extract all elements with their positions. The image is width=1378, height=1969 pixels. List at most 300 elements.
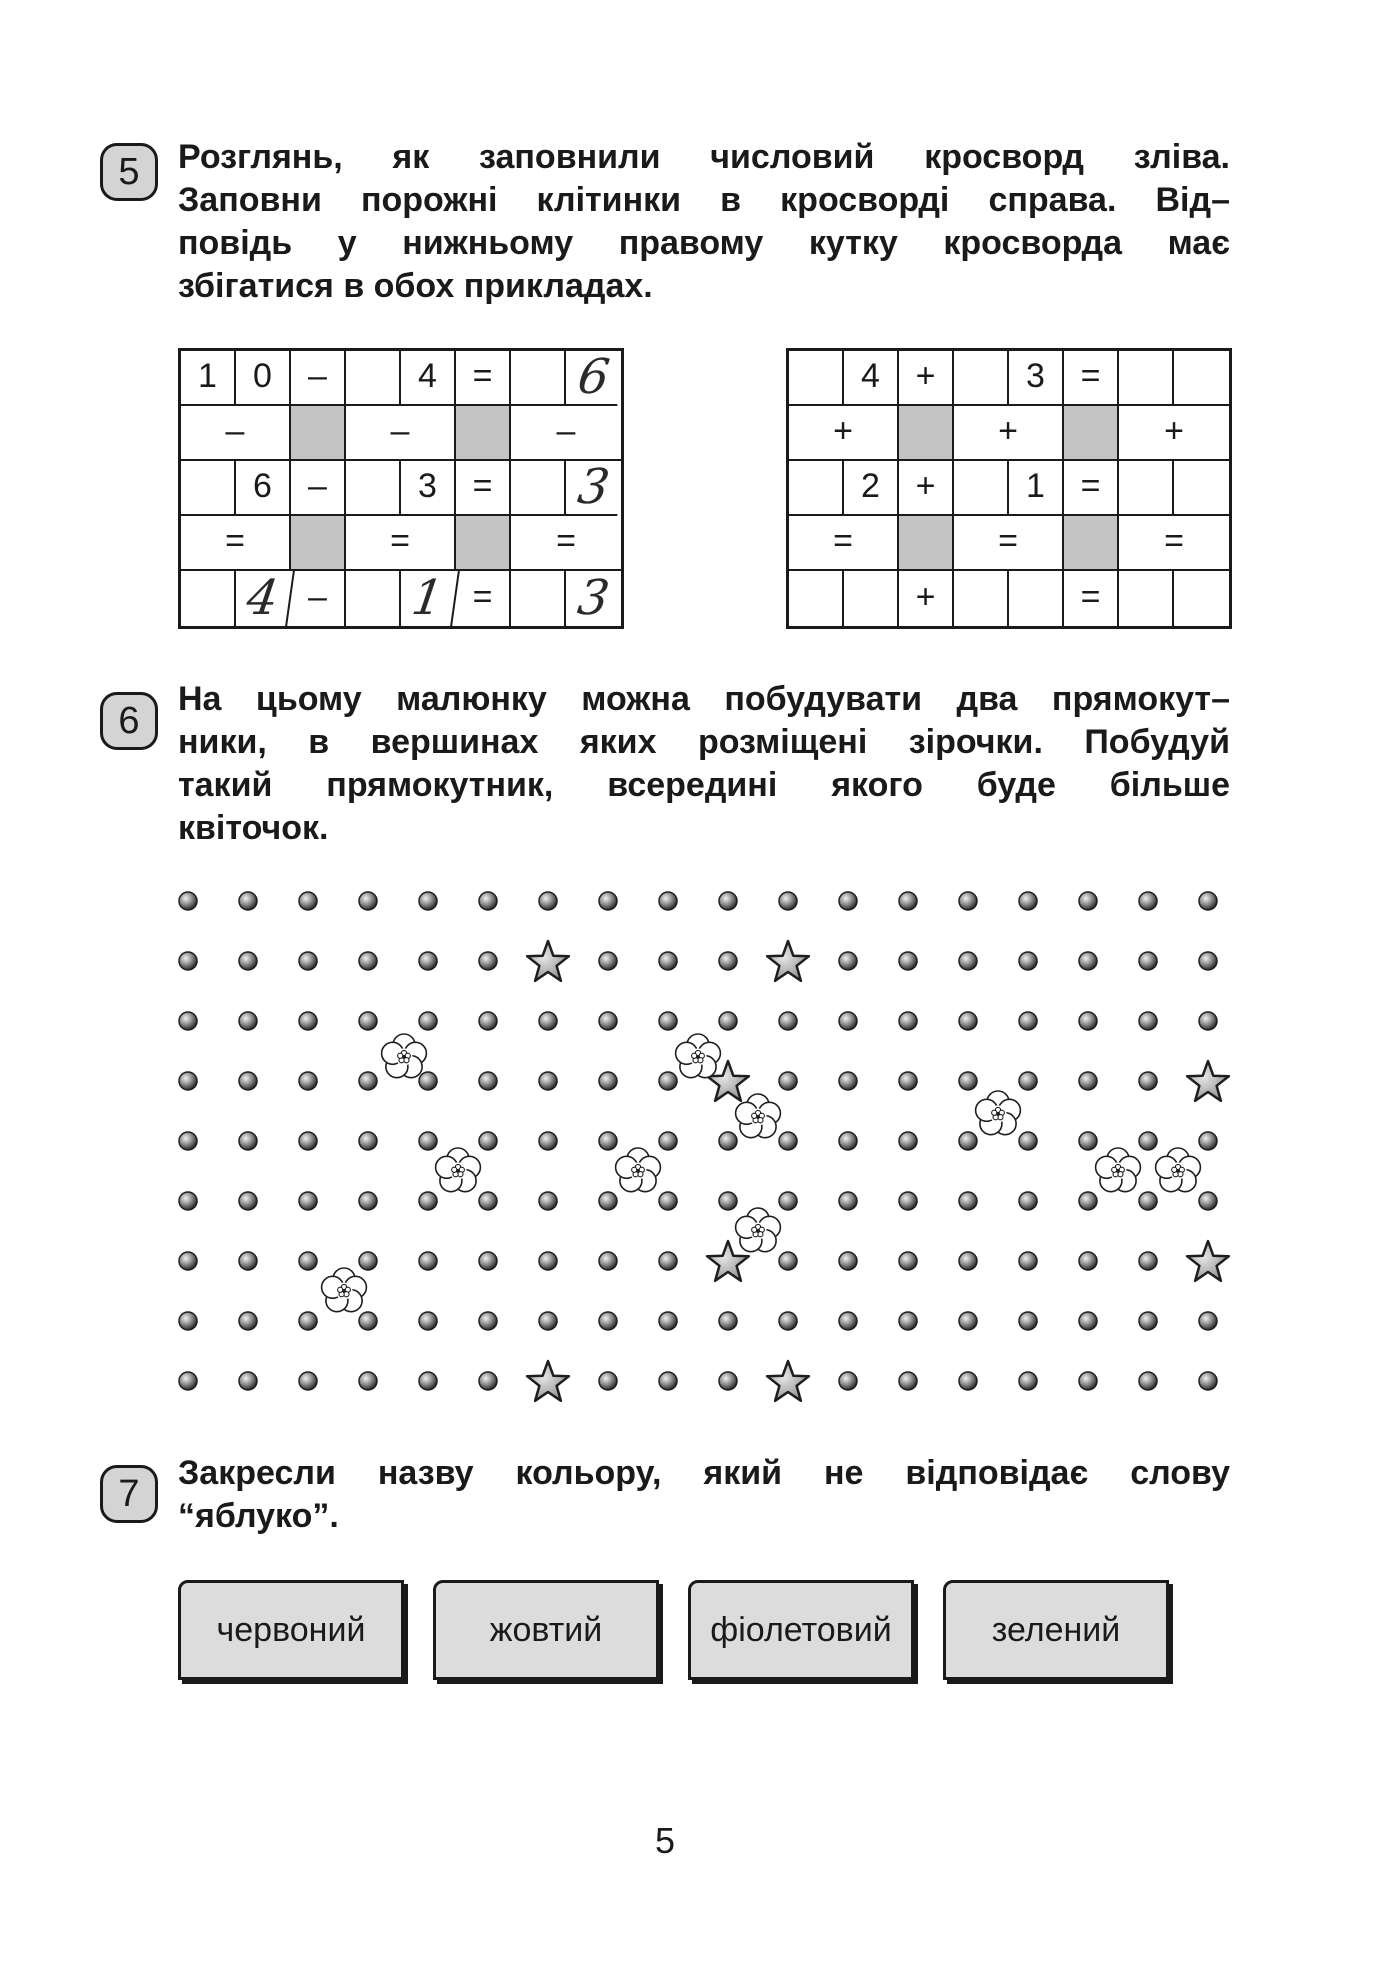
task-text-line: такий прямокутник, всередині якого буде більше [178, 766, 1230, 804]
crossword-value: – [556, 412, 576, 450]
grid-dot[interactable] [479, 1132, 497, 1150]
grid-dot[interactable] [179, 1252, 197, 1270]
crossword-shaded-cell [291, 516, 346, 571]
crossword-cell [562, 571, 625, 626]
grid-dot[interactable] [599, 892, 617, 910]
grid-dot[interactable] [479, 892, 497, 910]
grid-dot[interactable] [539, 892, 557, 910]
grid-dot[interactable] [179, 1072, 197, 1090]
crossword-value: = [1080, 578, 1101, 616]
color-word-violet[interactable] [688, 1580, 914, 1680]
task-text-line: збігатися в обох прикладах. [178, 267, 653, 305]
grid-dot[interactable] [1079, 1072, 1097, 1090]
crossword-cell[interactable] [1119, 351, 1174, 406]
crossword-value: = [1080, 357, 1101, 395]
task-text-line: На цьому малюнку можна побудувати два прямокут– [178, 680, 1230, 718]
grid-dot[interactable] [539, 1072, 557, 1090]
crossword-cell[interactable] [789, 571, 844, 626]
crossword-value: + [1164, 412, 1184, 450]
grid-dot[interactable] [1199, 892, 1217, 910]
color-word-green[interactable] [943, 1580, 1169, 1680]
grid-dot[interactable] [719, 1132, 737, 1150]
crossword-value: 4 [861, 357, 880, 395]
task-5-text [178, 136, 1230, 308]
star-icon[interactable] [1187, 1241, 1229, 1281]
crossword-cell [456, 351, 511, 406]
grid-dot[interactable] [899, 1132, 917, 1150]
grid-dot[interactable] [959, 1372, 977, 1390]
grid-dot[interactable] [659, 1312, 677, 1330]
color-word-label: червоний [216, 1610, 366, 1649]
crossword-cell [511, 461, 566, 516]
grid-dot[interactable] [1019, 952, 1037, 970]
crossword-cell [401, 461, 456, 516]
crossword-shaded-cell [899, 406, 954, 461]
crossword-value: = [472, 357, 493, 395]
grid-dot[interactable] [1019, 1132, 1037, 1150]
grid-dot[interactable] [239, 1372, 257, 1390]
grid-dot[interactable] [899, 1372, 917, 1390]
star-icon[interactable] [707, 1241, 749, 1281]
crossword-cell [1064, 571, 1119, 626]
grid-dot[interactable] [599, 1312, 617, 1330]
crossword-operator-cell [1119, 406, 1229, 461]
grid-dot[interactable] [179, 892, 197, 910]
flower-icon [676, 1034, 721, 1078]
grid-dot[interactable] [779, 1132, 797, 1150]
crossword-cell [456, 461, 511, 516]
color-word-label: зелений [991, 1610, 1121, 1649]
grid-dot[interactable] [1019, 1312, 1037, 1330]
crossword-operator-cell [789, 516, 899, 571]
grid-dot[interactable] [779, 1252, 797, 1270]
crossword-shaded-cell [291, 406, 346, 461]
crossword-cell [562, 348, 625, 406]
grid-dot[interactable] [1139, 1372, 1157, 1390]
grid-dot[interactable] [1019, 1192, 1037, 1210]
crossword-cell [181, 571, 236, 626]
left-crossword [178, 348, 624, 629]
grid-dot[interactable] [599, 952, 617, 970]
crossword-value: 3 [574, 458, 613, 515]
crossword-value: = [833, 522, 853, 560]
task-number-5 [100, 143, 158, 201]
grid-dot[interactable] [419, 1312, 437, 1330]
crossword-value: = [1164, 522, 1184, 560]
grid-dot[interactable] [839, 1012, 857, 1030]
crossword-cell [899, 461, 954, 516]
grid-dot[interactable] [1139, 892, 1157, 910]
grid-dot[interactable] [959, 1012, 977, 1030]
crossword-cell [291, 351, 346, 406]
flower-icon [736, 1208, 781, 1252]
crossword-cell [899, 571, 954, 626]
grid-dot[interactable] [839, 1372, 857, 1390]
grid-dot[interactable] [419, 1132, 437, 1150]
crossword-shaded-cell [899, 516, 954, 571]
crossword-cell [1064, 351, 1119, 406]
grid-dot[interactable] [419, 1012, 437, 1030]
crossword-cell[interactable] [954, 461, 1009, 516]
grid-dot[interactable] [659, 1132, 677, 1150]
crossword-cell [844, 351, 899, 406]
grid-dot[interactable] [179, 1372, 197, 1390]
grid-dot[interactable] [239, 1072, 257, 1090]
crossword-cell [1009, 461, 1064, 516]
crossword-shaded-cell [456, 406, 511, 461]
grid-dot[interactable] [359, 1192, 377, 1210]
grid-dot[interactable] [599, 1252, 617, 1270]
star-icon[interactable] [1187, 1061, 1229, 1101]
grid-dot[interactable] [239, 1012, 257, 1030]
crossword-cell [291, 571, 346, 626]
grid-dot[interactable] [839, 1072, 857, 1090]
grid-dot[interactable] [299, 1372, 317, 1390]
grid-dot[interactable] [179, 1132, 197, 1150]
star-icon[interactable] [767, 941, 809, 981]
grid-dot[interactable] [479, 1072, 497, 1090]
crossword-cell [181, 351, 236, 406]
stars-layer [527, 941, 1229, 1401]
crossword-cell [1064, 461, 1119, 516]
crossword-cell[interactable] [789, 351, 844, 406]
grid-dot[interactable] [359, 1252, 377, 1270]
grid-dot[interactable] [659, 1012, 677, 1030]
grid-dot[interactable] [539, 1252, 557, 1270]
crossword-cell [899, 351, 954, 406]
grid-dot[interactable] [899, 952, 917, 970]
grid-dot[interactable] [239, 892, 257, 910]
grid-dot[interactable] [839, 1192, 857, 1210]
crossword-cell [181, 461, 236, 516]
crossword-operator-cell [789, 406, 899, 461]
color-word-red[interactable] [178, 1580, 404, 1680]
grid-dot[interactable] [479, 1252, 497, 1270]
crossword-value: 1 [1026, 467, 1045, 505]
crossword-value: = [390, 522, 410, 560]
grid-dot[interactable] [179, 1192, 197, 1210]
grid-dot[interactable] [239, 1132, 257, 1150]
crossword-shaded-cell [1064, 406, 1119, 461]
grid-dot[interactable] [839, 892, 857, 910]
grid-dot[interactable] [959, 1252, 977, 1270]
crossword-cell[interactable] [954, 351, 1009, 406]
crossword-cell[interactable] [789, 461, 844, 516]
grid-dot[interactable] [479, 1012, 497, 1030]
grid-dot[interactable] [959, 952, 977, 970]
grid-dot[interactable] [719, 1372, 737, 1390]
task-text-line: повідь у нижньому правому кутку кросворда має [178, 224, 1230, 262]
grid-dot[interactable] [659, 1372, 677, 1390]
grid-dot[interactable] [419, 1192, 437, 1210]
crossword-cell [346, 571, 401, 626]
crossword-cell[interactable] [844, 571, 899, 626]
task-text-line: квіточок. [178, 809, 329, 847]
crossword-value: = [556, 522, 576, 560]
grid-dot[interactable] [1139, 1072, 1157, 1090]
grid-dot[interactable] [719, 1012, 737, 1030]
crossword-cell[interactable] [1174, 571, 1229, 626]
grid-dot[interactable] [1019, 892, 1037, 910]
grid-dot[interactable] [1199, 952, 1217, 970]
grid-dot[interactable] [419, 1252, 437, 1270]
grid-dot[interactable] [239, 952, 257, 970]
crossword-cell [232, 571, 295, 626]
crossword-cell [511, 351, 566, 406]
grid-dot[interactable] [899, 1072, 917, 1090]
grid-dot[interactable] [419, 892, 437, 910]
grid-dot[interactable] [839, 1312, 857, 1330]
color-word-label: жовтий [489, 1610, 603, 1649]
task-7-text [178, 1452, 1230, 1538]
dots-layer [179, 892, 1217, 1390]
task-number-6 [100, 692, 158, 750]
grid-dot[interactable] [299, 1132, 317, 1150]
crossword-value: = [472, 578, 493, 616]
crossword-operator-cell [1119, 516, 1229, 571]
flower-icon [322, 1268, 367, 1312]
grid-dot[interactable] [359, 952, 377, 970]
grid-dot[interactable] [1079, 1372, 1097, 1390]
flower-icon [436, 1148, 481, 1192]
grid-dot[interactable] [1199, 1192, 1217, 1210]
grid-dot[interactable] [419, 1372, 437, 1390]
grid-dot[interactable] [659, 1072, 677, 1090]
grid-dot[interactable] [779, 1192, 797, 1210]
grid-dot[interactable] [779, 1312, 797, 1330]
crossword-value: – [308, 467, 327, 505]
crossword-value: = [998, 522, 1018, 560]
grid-dot[interactable] [659, 1192, 677, 1210]
grid-dot[interactable] [359, 1312, 377, 1330]
grid-dot[interactable] [359, 892, 377, 910]
crossword-operator-cell [346, 516, 456, 571]
grid-dot[interactable] [359, 1072, 377, 1090]
grid-dot[interactable] [1079, 1192, 1097, 1210]
grid-dot[interactable] [899, 1252, 917, 1270]
crossword-operator-cell [954, 516, 1064, 571]
crossword-value: – [225, 412, 245, 450]
grid-dot[interactable] [179, 1012, 197, 1030]
grid-dot[interactable] [659, 952, 677, 970]
grid-dot[interactable] [719, 952, 737, 970]
grid-dot[interactable] [1079, 952, 1097, 970]
star-icon[interactable] [707, 1061, 749, 1101]
crossword-operator-cell [954, 406, 1064, 461]
grid-dot[interactable] [179, 952, 197, 970]
grid-dot[interactable] [1079, 1312, 1097, 1330]
flower-icon [1096, 1148, 1141, 1192]
crossword-cell [562, 458, 625, 516]
task-text-line: Розглянь, як заповнили числовий кросворд зліва. [178, 138, 1230, 176]
crossword-value: – [308, 578, 327, 616]
flower-icon [976, 1091, 1021, 1135]
grid-dot[interactable] [1139, 1192, 1157, 1210]
grid-dot[interactable] [839, 1132, 857, 1150]
grid-dot[interactable] [539, 1192, 557, 1210]
task-number-label: 7 [118, 1473, 140, 1515]
crossword-cell [511, 571, 566, 626]
crossword-value: = [472, 467, 493, 505]
crossword-operator-cell [511, 516, 621, 571]
grid-dot[interactable] [359, 1012, 377, 1030]
grid-dot[interactable] [779, 892, 797, 910]
crossword-cell [397, 571, 460, 626]
flower-icon [616, 1148, 661, 1192]
crossword-value: 6 [574, 348, 613, 405]
grid-dot[interactable] [719, 1312, 737, 1330]
grid-dot[interactable] [599, 1012, 617, 1030]
grid-dot[interactable] [1139, 1252, 1157, 1270]
grid-dot[interactable] [539, 1312, 557, 1330]
grid-dot[interactable] [539, 1132, 557, 1150]
grid-dot[interactable] [1019, 1372, 1037, 1390]
flower-icon [736, 1094, 781, 1138]
crossword-cell[interactable] [1174, 461, 1229, 516]
crossword-value: + [915, 578, 936, 616]
flowers-layer [322, 1034, 1201, 1312]
grid-dot[interactable] [959, 1192, 977, 1210]
grid-dot[interactable] [959, 1132, 977, 1150]
grid-dot[interactable] [299, 1252, 317, 1270]
task-number-label: 5 [118, 151, 140, 193]
star-icon[interactable] [767, 1361, 809, 1401]
grid-dot[interactable] [959, 1072, 977, 1090]
grid-dot[interactable] [779, 1012, 797, 1030]
crossword-value: 2 [861, 467, 880, 505]
grid-dot[interactable] [659, 892, 677, 910]
crossword-cell [1009, 351, 1064, 406]
crossword-cell[interactable] [1119, 571, 1174, 626]
crossword-cell [236, 461, 291, 516]
grid-dot[interactable] [1079, 1012, 1097, 1030]
grid-dot[interactable] [1139, 1012, 1157, 1030]
grid-dot[interactable] [359, 1372, 377, 1390]
task-text-line: Закресли назву кольору, який не відповідає слову [178, 1454, 1230, 1492]
grid-dot[interactable] [1199, 1372, 1217, 1390]
crossword-cell[interactable] [1174, 351, 1229, 406]
grid-dot[interactable] [479, 1372, 497, 1390]
crossword-value: = [225, 522, 245, 560]
grid-dot[interactable] [599, 1132, 617, 1150]
crossword-value: 0 [253, 357, 272, 395]
grid-dot[interactable] [719, 892, 737, 910]
grid-dot[interactable] [179, 1312, 197, 1330]
crossword-shaded-cell [1064, 516, 1119, 571]
grid-dot[interactable] [899, 892, 917, 910]
grid-dot[interactable] [419, 952, 437, 970]
crossword-cell [236, 351, 291, 406]
grid-dot[interactable] [299, 1192, 317, 1210]
grid-dot[interactable] [359, 1132, 377, 1150]
crossword-value: – [308, 357, 327, 395]
grid-dot[interactable] [479, 1312, 497, 1330]
grid-dot[interactable] [899, 1012, 917, 1030]
crossword-value: 6 [253, 467, 272, 505]
grid-dot[interactable] [779, 1072, 797, 1090]
grid-dot[interactable] [899, 1312, 917, 1330]
grid-dot[interactable] [539, 1012, 557, 1030]
star-icon[interactable] [527, 941, 569, 981]
crossword-value: 3 [1026, 357, 1045, 395]
crossword-operator-cell [511, 406, 621, 461]
crossword-value: 3 [418, 467, 437, 505]
crossword-shaded-cell [456, 516, 511, 571]
grid-dot[interactable] [419, 1072, 437, 1090]
grid-dot[interactable] [239, 1192, 257, 1210]
grid-dot[interactable] [599, 1192, 617, 1210]
grid-dot[interactable] [239, 1312, 257, 1330]
crossword-operator-cell [181, 516, 291, 571]
grid-dot[interactable] [1199, 1312, 1217, 1330]
star-icon[interactable] [527, 1361, 569, 1401]
task-6-text [178, 678, 1230, 850]
grid-dot[interactable] [1079, 892, 1097, 910]
grid-dot[interactable] [1019, 1072, 1037, 1090]
grid-dot[interactable] [1199, 1132, 1217, 1150]
task-number-label: 6 [118, 700, 140, 742]
grid-dot[interactable] [479, 952, 497, 970]
grid-dot[interactable] [1079, 1252, 1097, 1270]
crossword-cell[interactable] [954, 571, 1009, 626]
grid-dot[interactable] [299, 892, 317, 910]
grid-dot[interactable] [839, 1252, 857, 1270]
crossword-value: 4 [243, 569, 282, 626]
grid-dot[interactable] [1079, 1132, 1097, 1150]
grid-dot[interactable] [1139, 952, 1157, 970]
grid-dot[interactable] [659, 1252, 677, 1270]
grid-dot[interactable] [839, 952, 857, 970]
grid-dot[interactable] [959, 1312, 977, 1330]
grid-dot[interactable] [1019, 1252, 1037, 1270]
grid-dot[interactable] [599, 1372, 617, 1390]
crossword-value: + [833, 412, 853, 450]
grid-dot[interactable] [299, 952, 317, 970]
grid-dot[interactable] [299, 1312, 317, 1330]
task-text-line: ники, в вершинах яких розміщені зірочки. Побудуй [178, 723, 1230, 761]
crossword-value: = [1080, 467, 1101, 505]
grid-dot[interactable] [299, 1012, 317, 1030]
grid-dot[interactable] [1019, 1012, 1037, 1030]
crossword-cell [401, 351, 456, 406]
grid-dot[interactable] [719, 1192, 737, 1210]
grid-dot[interactable] [959, 892, 977, 910]
grid-dot[interactable] [479, 1192, 497, 1210]
crossword-cell [346, 351, 401, 406]
crossword-cell [291, 461, 346, 516]
task-text-line: Заповни порожні клітинки в кросворді справа. Від– [178, 181, 1230, 219]
crossword-cell[interactable] [1009, 571, 1064, 626]
crossword-cell[interactable] [1119, 461, 1174, 516]
color-word-yellow[interactable] [433, 1580, 659, 1680]
grid-dot[interactable] [1199, 1012, 1217, 1030]
grid-dot[interactable] [1139, 1312, 1157, 1330]
grid-dot[interactable] [299, 1072, 317, 1090]
crossword-operator-cell [346, 406, 456, 461]
flower-icon [382, 1034, 427, 1078]
crossword-value: 3 [574, 569, 613, 626]
flower-icon [1156, 1148, 1201, 1192]
crossword-value: 1 [198, 357, 217, 395]
crossword-value: 1 [408, 569, 447, 626]
grid-dot[interactable] [1139, 1132, 1157, 1150]
grid-dot[interactable] [599, 1072, 617, 1090]
grid-dot[interactable] [899, 1192, 917, 1210]
crossword-operator-cell [181, 406, 291, 461]
grid-dot[interactable] [239, 1252, 257, 1270]
crossword-cell [346, 461, 401, 516]
right-crossword[interactable] [786, 348, 1232, 629]
